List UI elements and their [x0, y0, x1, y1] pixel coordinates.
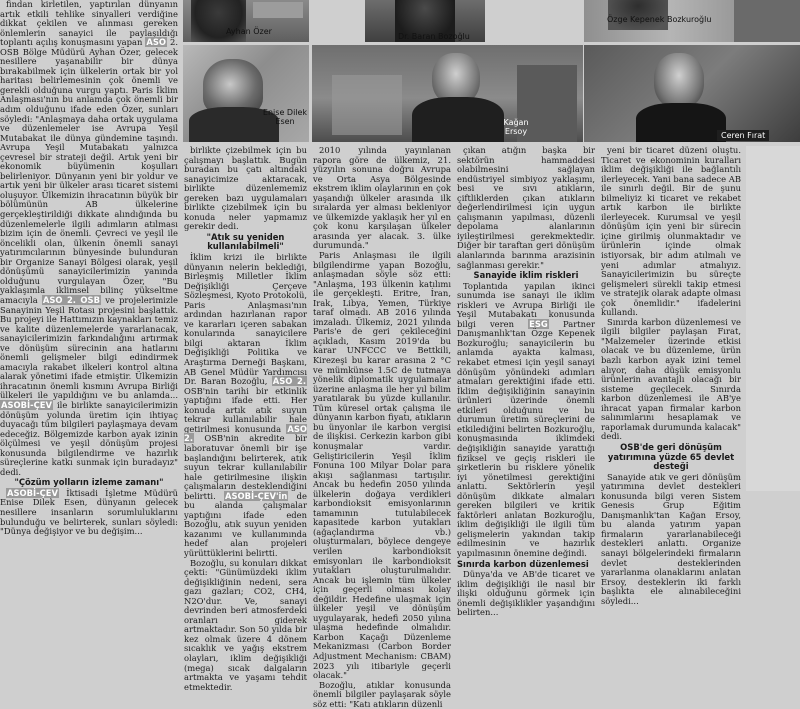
- paragraph: findan kirletilen, yaptırılan dünyanın artık etkili tehlike sinyalleri verdiğine dikkat çekilen ve alınması gereken önlemlerin sanayici ile paylaşıldığı toplantı açılış konuşmasını yapan ASO 2. OSB Bölge Müdürü Ayhan Özer, gelecek nesillere yaşanabilir bir dünya bırakabilmek için ülkelerin ortak bir yol haritası belirlemesinin çok önemli ve gerekli olduğuna vurgu yaptı. Paris İklim Anlaşması'nın bu anlamda çok önemli bir adım olduğunu ifade eden Özer, sunları söyledi: "Anlaşmaya daha ortak uygulama ve düzenlemeler ise Avrupa Yeşil Mutabakat ile dünya gündemine taşındı. Avrupa Yeşil Mutabakatı yalnızca çevresel bir strateji değil. Artık yeni bir ekonomik büyümenin koşulları belirleniyor. Dünyanın yeni bir yoldur ve artık yeni bir ülkeler arası ticaret sistemi oluşuyor. Ülkemizin ihracatının büyük bir bölümünün AB ülkelerine gerçekleştirildiği dikkate alındığında bu düzenlemelerle ilgili adımların atılması bizim için de önemli. Çevreci ve yeşil ile öncelikli olan, ülkenin önemli sanayi yatırımcılarının bünyesinde bulunduran bir Organize Sanayi Bölgesi olarak, yeşil dönüşümü sanayicilerimizin yanında olduğunu vurgulayan Özer, "Bu yaklaşımla iklimsel bilinç yükseltme amacıyla ASO 2. OSB ve projelerimizle Sanayinin Yeşil Rotası projesini başlattık. Bu projeyi ile Hattımızın kaynakları temiz ve kalite düzenlemelerde yararlanacak, sanayicilerimizin farkındalığını artırmak ve dönüşüm sürecinin ana hatlarını önemli gelişmeler bilgi edindirmek amacıyla rakabet ilkeleri kontrol altına alarak yönetimi ifade etmiştir. Ülkemizin ihracatının önemli kısmını Avrupa Birliği ülkeleri ile yapıldığını ve bu anlamda... ASOBİ-ÇEV ile birlikte sanayicilerimizin dönüşüm yolunda üretim için ihtiyaç duyacağı tüm bilgileri paylaşmaya devam edeceğiz. Bölgemizde karbon ayak izinin ölçülmesi ve yeşil dönüşüm projesi konusunda bilgilendirme ve hazırlık süreçlerine katkı sunmak için buradayız" dedi.: [0, 0, 179, 477]
- paragraph: çıkan atığın başka bir sektörün hammaddesi olabilmesini sağlayan endüstriyel simbiyoz yaklaşımı, besi ve sıvı atıkların, çiftliklerden çıkan atıkların değerlendirilmesi için uygun çalışmanın yapılması, düzenli depolama alanlarının iyileştirilmesi gerekmektedir. Diğer bir taraftan geri dönüşüm alanlarında barınma arazisinin sağlanması gerekir.": [457, 145, 595, 270]
- caption-ceren-firat: Ceren Fırat: [717, 130, 769, 141]
- paragraph: Sınırda karbon düzenlemesi ve ilgili bilgiler paylaşan Fırat, "Malzemeler üzerinde etkisi olacak ve bu düzenleme, ürün bazlı karbon ayak izini temel alıyor, daha düşük emisyonlu ürünlerin avantajlı olacağı bir sisteme geçilecek. Sınırda karbon düzenlemesi ile AB'ye ihracat yapan firmalar karbon salınımlarını hesaplamak ve raporlamak durumunda kalacak" dedi.: [601, 316, 741, 442]
- photo-kagan-ersoy: [312, 45, 583, 142]
- subheading: Sanayide iklim riskleri: [473, 270, 579, 281]
- article-column-5: [601, 145, 741, 606]
- paragraph: Sanayide atık ve geri dönüşüm yatırımına devlet destekleri konusunda bilgi veren Sistem Genesis Grup Eğitim Danışmanlık'tan Kağan Ersoy, bu alanda yatırım yapan firmaların yararlanabileceği destekleri anlattı. Organize sanayi bölgelerindeki firmaların devlet desteklerinden yararlanma olanaklarını anlatan Ersoy, desteklerin iki farklı başlıkta ele alınabileceğini söyledi...: [601, 471, 741, 606]
- paragraph: Bozoğlu, atıklar konusunda önemli bilgiler paylaşarak söyle söz etti: "Katı atıkların düzenli: [313, 679, 451, 709]
- caption-ayhan-ozer: Ayhan Özer: [226, 27, 272, 36]
- paragraph: yeni bir ticaret düzeni oluştu. Ticaret ve ekonominin kuralları iklim değişikliği ile bağlantılı ilerleyecek. Yani bana sadece AB ile sınırlı değil. Bir de şunu bilmeliyiz ki ticaret ve rekabet artık karbon ile birlikte ilerleyecek. Kurumsal ve yeşil dönüşüm için yeni bir sürecin içine girilmiş olunmaktadır ve ürünlerin içinde olmak istiyorsak, bir adım atılmalı ve yeni adımlar atmalıyız. Sanayicilerimizin bu süreçte gelişmeleri sürekli takip etmesi ve stratejik olarak adapte olması çok önemlidir." ifadelerini kullandı.: [601, 145, 741, 318]
- article-column-4: [457, 145, 595, 618]
- photo-enise-dilek-esen: [183, 45, 309, 142]
- person-silhouette: [654, 53, 704, 109]
- caption-ozge-kepenek: Özge Kepenek Bozkuroğlu: [607, 15, 712, 24]
- paragraph: Toplantıda yapılan ikinci sunumda ise sanayi ile iklim riskleri ve Avrupa Birliği ile Yeşil Mutabakatı konusunda bilgi veren ESG Partner Danışmanlık'tan Özge Kepenek Bozkuroğlu; sanayicilerin bu anlamda ayakta kalması, rekabet etmesi için yeşil sanayi dönüşüm yönündeki adımları atmaları gerektiğini ifade etti. İklim değişikliğinin sanayinin ürünleri üzerinde önemli etkileri olduğunu ve bu durumun üretim süreçlerini de etkilediğini belirten Bozkuroğlu, konuşmasında iklimdeki değişikliğin sanayide yarattığı fiziksel ve geçiş riskleri ile şirketlerin bu risklere yönelik iyi yönetilmesi gerektiğini anlattı. Sektörlerin yeşil dönüşüm dikkate almaları gereken bilgileri ve kritik faktörleri anlatan Bozkuroğlu, iklim değişikliği ile ilgili tüm gelişmelerin yakından takip edilmesinin ve hazırlık yapılmasının önemine değindi.: [457, 280, 595, 558]
- caption-kagan-ersoy: Kağan Ersoy: [503, 118, 529, 136]
- paragraph: Dünya'da ve AB'de ticaret ve iklim değişikliği ile nasıl bir ilişki olduğunu görmek için önemli değişiklikler yaşandığını belirten...: [457, 569, 595, 618]
- paragraph: İklim krizi ile birlikte dünyanın nelerin beklediği, Birleşmiş Milletler İklim Değişikliği Çerçeve Sözleşmesi, Kyoto Protokolü, Paris Anlaşması'nın ardından hazırlanan rapor ve kararları içeren sabakan konularında sanayicilere bilgi aktaran İklim Değişikliği Politika ve Araştırma Derneği Başkanı, AB Genel Müdür Yardımcısı Dr. Baran Bozoğlu, ASO 2. OSB'nin tarihi bir etkinlik yaptığını ifade etti. Her konuda artık atık suyun tekrar kullanılabilir hale getirilmesi konusunda ASO 2. OSB'nin akredite bir laboratuvar önemli bir işe başlandığını belirterek, atık suyun tekrar kullanılabilir hale getirilmesine ilişkin çalışmaların desteklendiğini belirtti. ASOBİ-ÇEV'in de bu alanda çalışmalar yaptığını ifade eden Bozoğlu, atık suyun yeniden kazanımı ve kullanımında hedef alan projeleri yürüttüklerini belirtti.: [184, 252, 307, 558]
- article-column-3: [313, 145, 451, 709]
- paragraph: Paris Anlaşması ile ilgili bilgilendirme yapan Bozoğlu, anlaşmadan söyle söz etti: "Anlaşma, 193 ülkenin katılımı ile gerçekleşti. Eritre, İran, Irak, Libya, Yemen, Türkiye taraf olmadı. AB 2016 yılında imzaladı. Ülkemiz, 2021 yılında Paris'e de geri çekileceğini açıkladı, Kasım 2019'da bu karar UNFCCC ve Bettkili, Kirezeşi bu karar arasına 2 °C ve mümkünse 1.5C de tutmaya yönelik diplomatik uygulamalar üzerine anlaşma ile her yıl bilim yaratılarak bu yüzde kullanılır. Tüm küresel ortak çalışma ile dünyanın karbon fiyatı, atıkların bu ünyonlar ile karbon vergisi de ilişkisi. Cerkezin karbon gibi konuşmalar vardır. Geliştiricilerin Yeşil İklim Fonuna 100 Milyar Dolar para akışı sağlanması tartışılır. Ancak bu hedefin 2050 yılında ülkelerin doğaya verdikleri karbondioksit emisyonlarının tamamının tutulabilecek kapasitede karbon yutakları (ağaçlandırma vb.) oluşturmaları, böylece dengeye verilen karbondioksit emisyonları ile karbondioksit yutakları oluşturulmalıdır. Ancak bu işlemin tüm ülkeler için geçerli olması kolay değildir. Hedefine ulaşmak için ülkeler yeşil ve dönüşüm uygulayarak, hedefi 2050 yılına ulaşma hedefinde olmalıdır. Karbon Kaçağı Düzenleme Mekanizması (Carbon Border Adjustment Mechanism: CBAM) 2023 yılı itibariyle geçerli olacak.": [313, 250, 451, 681]
- subheading: Sınırda karbon düzenlemesi: [457, 558, 589, 569]
- article-column-1: [0, 0, 179, 537]
- subheading: OSB'de geri dönüşüm yatırımına yüzde 65 devlet desteği: [607, 441, 735, 472]
- paragraph: birlikte çizebilmek için bu çalışmayı başlattık. Bugün buradan bu çatı altındaki sanayicimize aktaracak, birlikte düzenlememiz gereken bazı uygulamaları birlikte çizebilmek için bu konuda neler yapmamız gerekir dedi.: [184, 145, 307, 232]
- caption-baran-bozoglu: Dr. Baran Bozoğlu: [398, 32, 470, 41]
- subheading: "Atık su yeniden kullanılabilmeli": [206, 231, 285, 252]
- paragraph: 2010 yılında yayınlanan rapora göre de ülkemiz, 21. yüzyılın sonuna doğru Avrupa ve Orta Asya Bölgesinde ekstrem iklim olaylarının en çok yaşandığı ülkeler arasında ilk sıralarda yer alması bekleniyor ve ülkemizde yaklaşık her yıl en çok konu karşılaşan ülkeler arasında yer alacak. 3. ülke durumunda.": [313, 145, 451, 251]
- photo-ceren-firat: [584, 45, 800, 142]
- article-column-2: [184, 145, 307, 692]
- caption-enise-dilek-esen: Enise Dilek Esen: [262, 108, 308, 126]
- paragraph: ASOBİ-ÇEV İktisadi İşletme Müdürü Enise Dilek Esen, dünyanın gelecek nesillere insanların sorumluluklarını bulunduğu ve belirterek, sunları söyledi: "Dünya değişiyor ve bu değişim...: [0, 487, 178, 537]
- subheading: "Çözüm yolların izleme zamanı": [14, 477, 164, 488]
- page-edge: [746, 146, 800, 491]
- paragraph: Bozoğlu, su konuları dikkat çekti: "Günümüzdeki iklim değişikliğinin nedeni, sera gazı gazları; CO2, CH4, N2O'dur. Ve, sanayi devrinden beri atmosferdeki oranları giderek artmaktadır. Son 50 yılda bir kez olmak üzere 4 dönem sıcaklık ve yağış ekstrem olayları, iklim değişikliği (mega) sıcak dalgaların artmakta ve yaşamı tehdit etmektedir.: [184, 557, 307, 692]
